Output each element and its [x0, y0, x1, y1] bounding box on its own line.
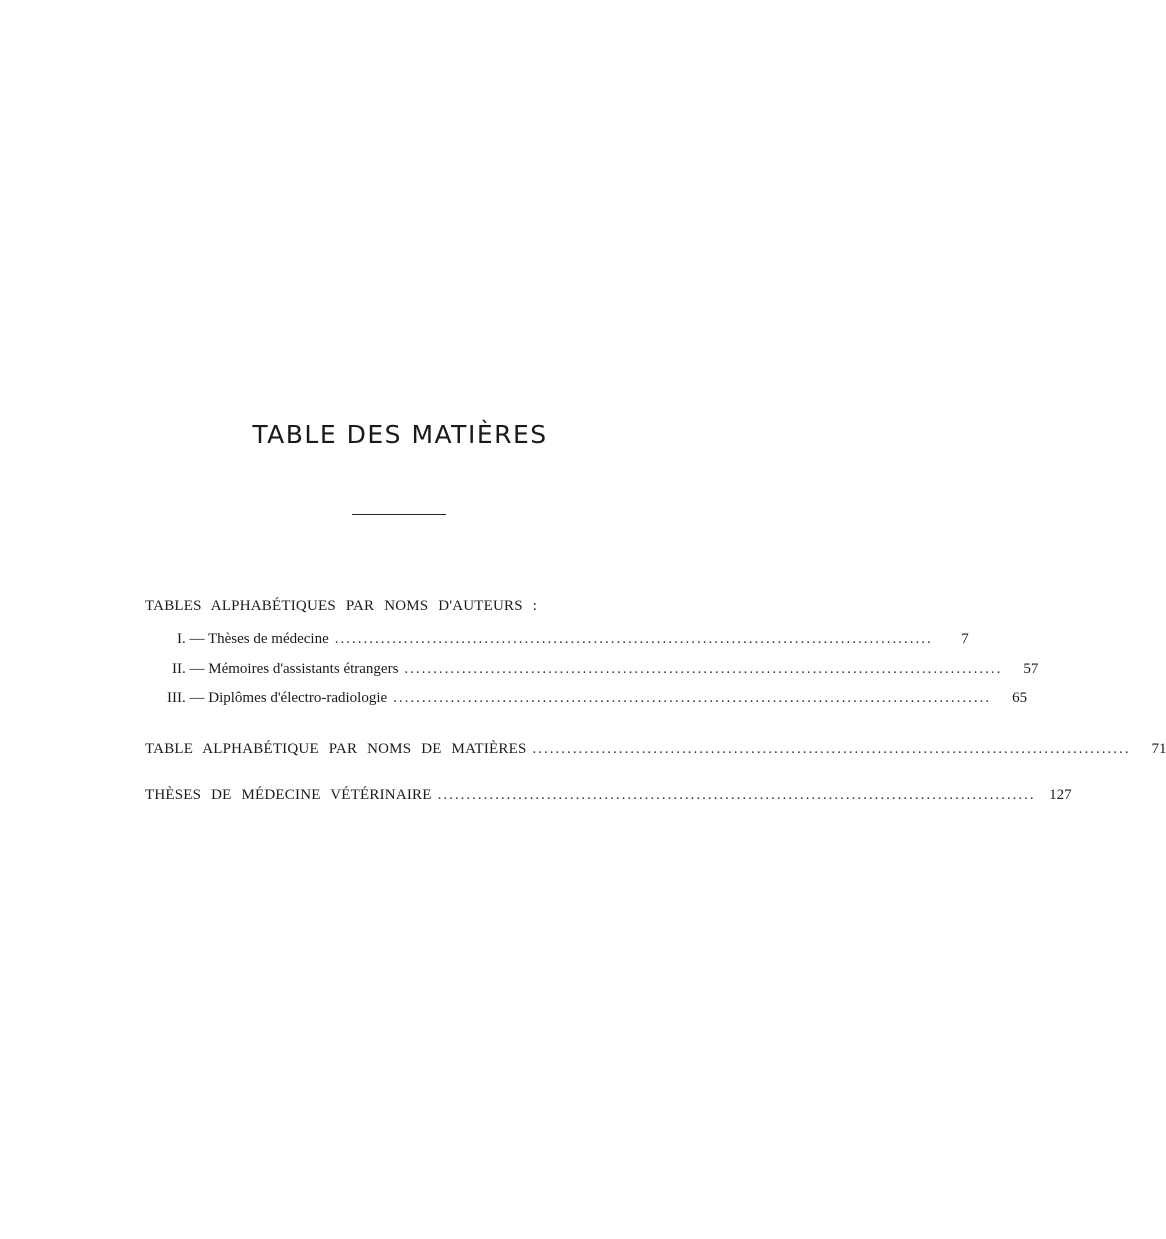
leader-dots: ........................................................................................................ [393, 690, 992, 706]
toc-entry-label [167, 690, 393, 707]
toc-entry-label [172, 661, 404, 678]
toc-entry-label: THÈSES DE MÉDECINE VÉTÉRINAIRE [145, 787, 432, 803]
toc-entry-diplomes-radiologie[interactable] [167, 690, 1028, 707]
leader-dots: ........................................................................................................ [404, 661, 1003, 677]
leader-dots: ........................................................................................................ [532, 741, 1131, 757]
toc-entry-page: 65 [1012, 690, 1028, 706]
toc-entry-theses-veterinaire[interactable] [145, 787, 1072, 804]
toc-entry-dash: — [189, 690, 205, 706]
toc-entry-theses-medecine[interactable] [177, 631, 969, 648]
toc-entry-dash: — [189, 661, 205, 677]
page-title: TABLE DES MATIÈRES [252, 420, 548, 449]
toc-entry-table-matieres[interactable] [145, 741, 1166, 758]
toc-entry-number: III. [167, 690, 186, 706]
title-rule [352, 514, 446, 515]
toc-entry-page: 57 [1023, 661, 1039, 677]
toc-entry-page: 7 [961, 631, 969, 647]
toc-entry-label: TABLE ALPHABÉTIQUE PAR NOMS DE MATIÈRES [145, 741, 527, 757]
toc-entry-page: 71 [1151, 741, 1166, 757]
toc-entry-dash: — [189, 631, 205, 647]
toc-entry-label [177, 631, 335, 648]
leader-dots: ........................................................................................................ [437, 787, 1036, 803]
toc-entry-title: Diplômes d'électro-radiologie [208, 690, 388, 706]
toc-entry-number: I. [177, 631, 186, 647]
toc-entry-title: Mémoires d'assistants étrangers [208, 661, 399, 677]
toc-entry-page: 127 [1049, 787, 1072, 803]
toc-section-heading: TABLES ALPHABÉTIQUES PAR NOMS D'AUTEURS : [145, 598, 538, 614]
toc-entry-number: II. [172, 661, 186, 677]
toc-entry-memoires-assistants[interactable] [172, 661, 1039, 678]
leader-dots: ........................................................................................................ [334, 631, 933, 647]
toc-entry-title: Thèses de médecine [207, 631, 329, 647]
